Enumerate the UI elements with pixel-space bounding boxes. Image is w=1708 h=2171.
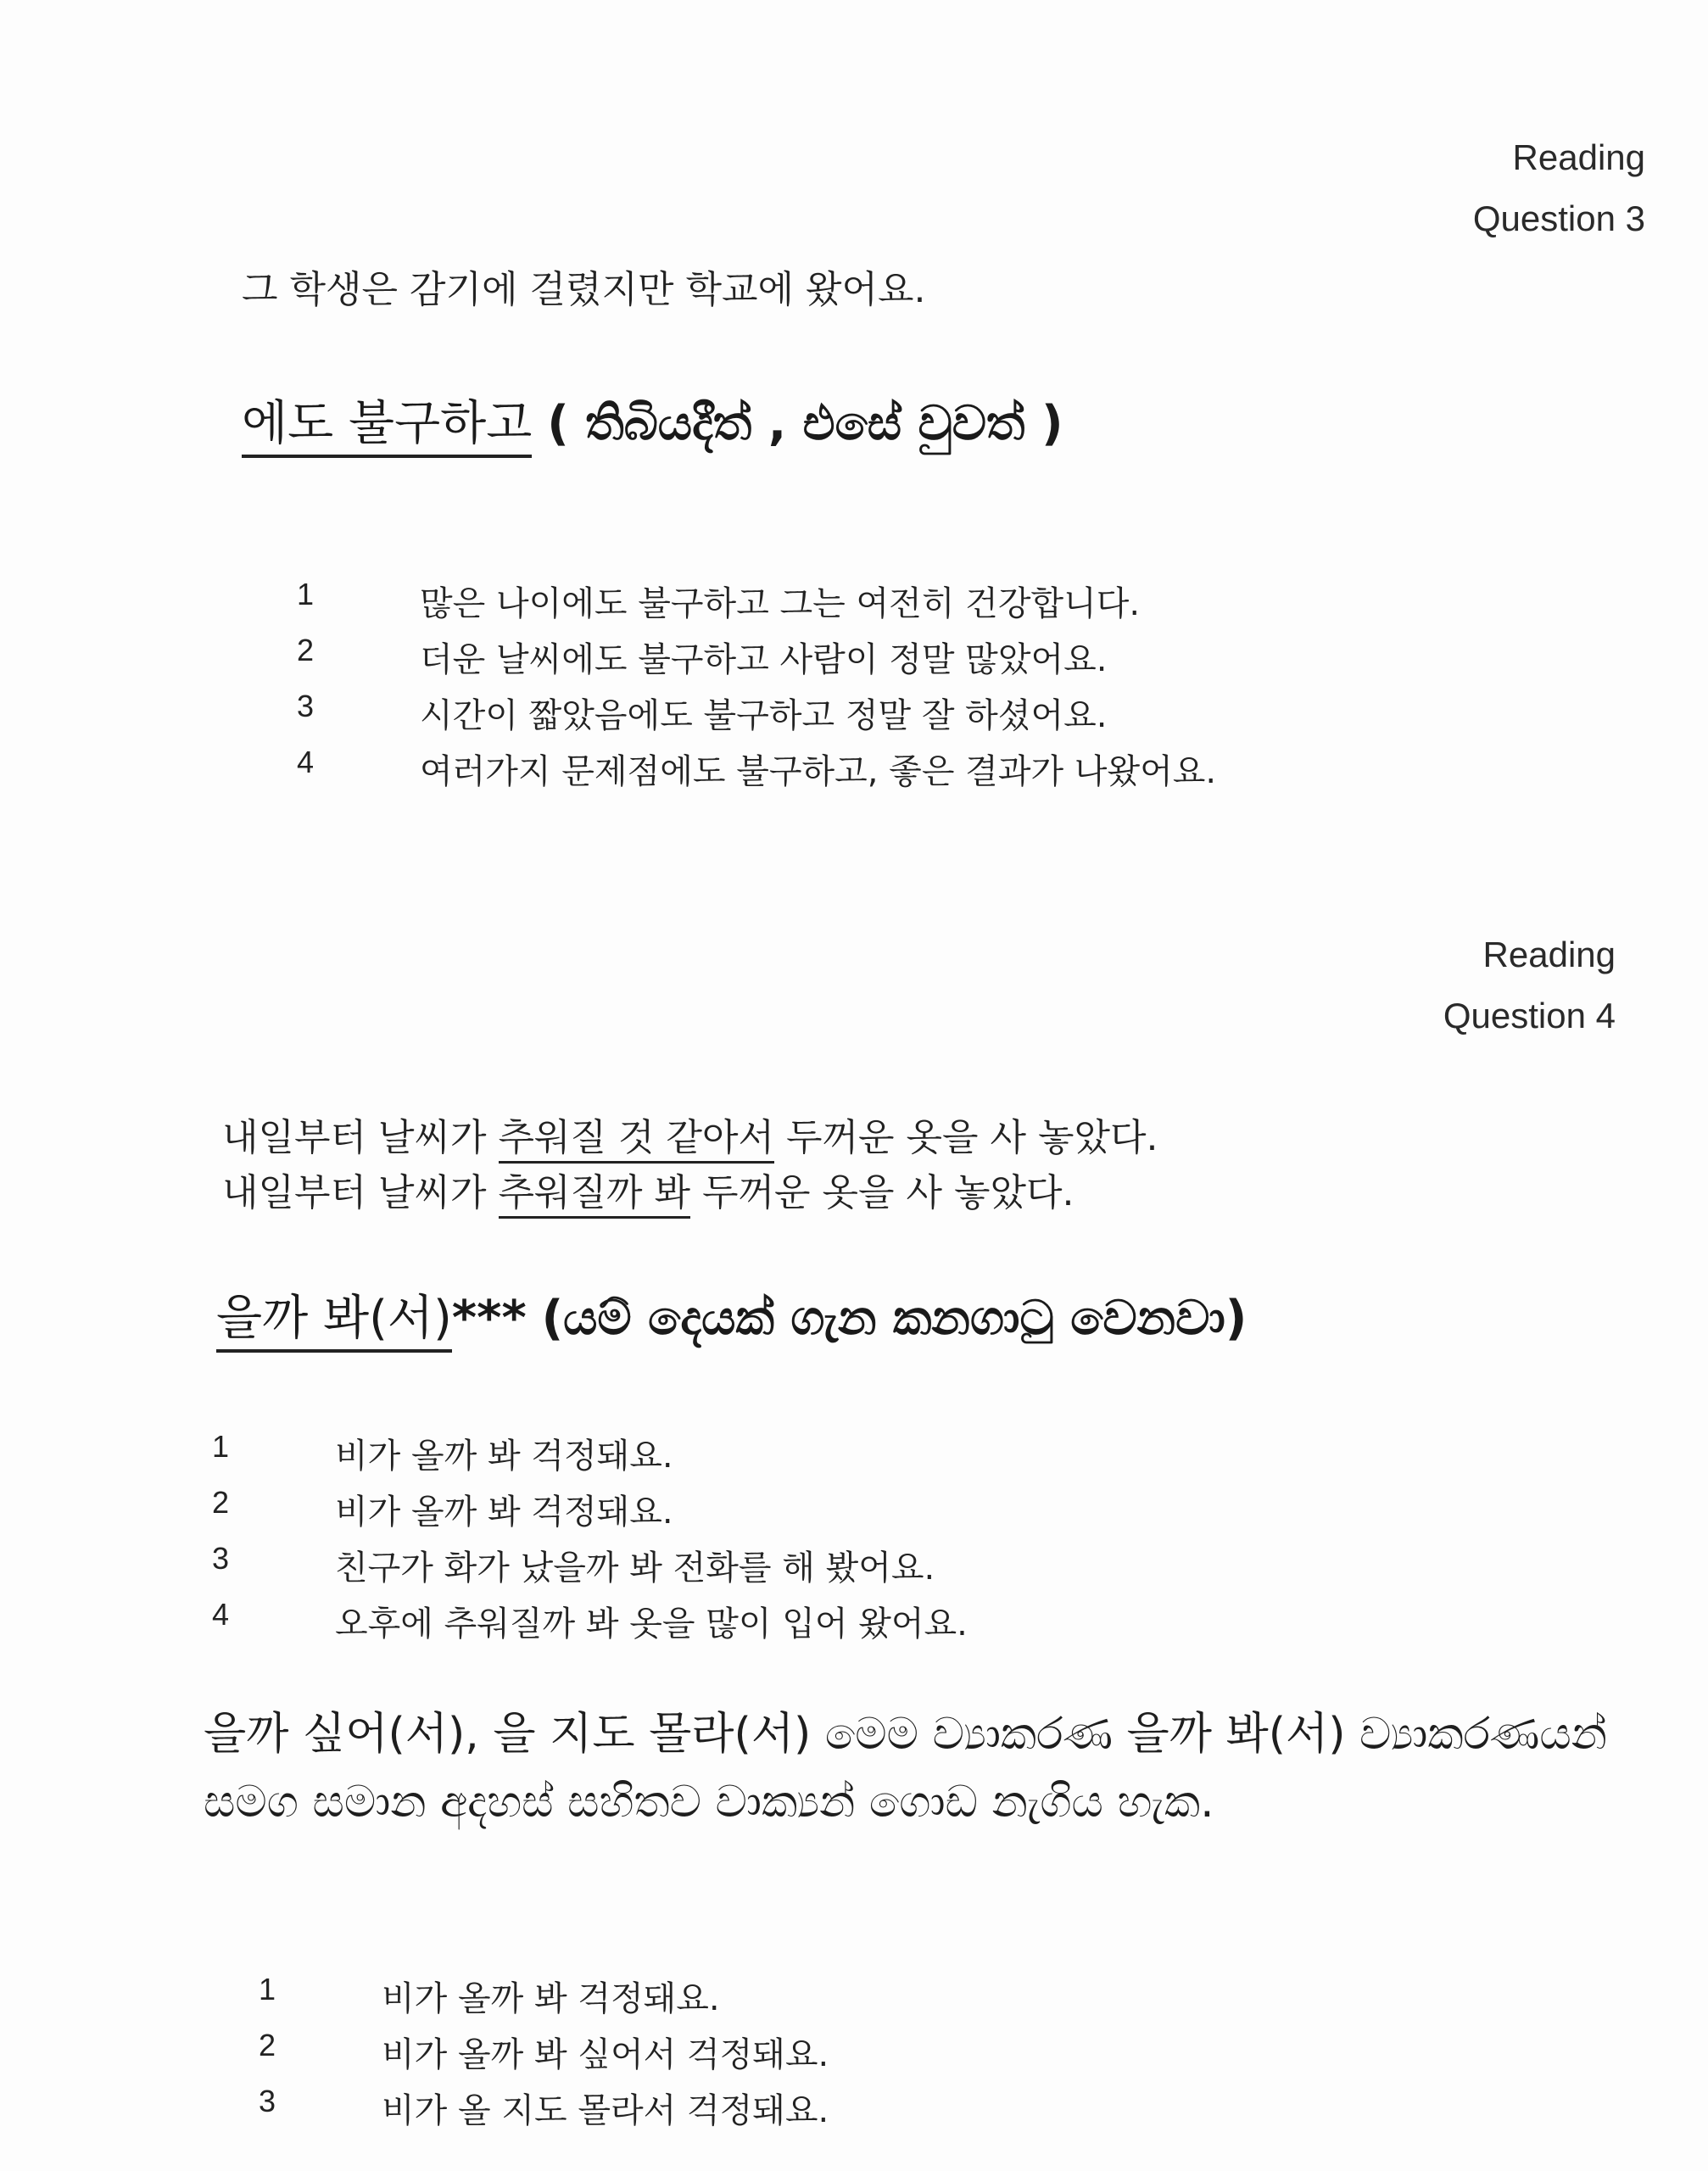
section3-header xyxy=(1391,127,1645,249)
list-item-text: 비가 올까 봐 걱정돼요. xyxy=(335,1437,673,1476)
list-item xyxy=(297,577,1399,633)
list-item xyxy=(212,1541,1314,1597)
section4-example-list xyxy=(212,1429,1314,1653)
section5-example-list xyxy=(259,1972,1361,2140)
list-item-text: 더운 날씨에도 불구하고 사람이 정말 많았어요. xyxy=(420,640,1108,679)
section4-grammar-title xyxy=(216,1281,1247,1348)
section4-header-reading: Reading xyxy=(1482,935,1616,974)
section3-example-list xyxy=(297,577,1399,801)
list-item xyxy=(297,633,1399,689)
list-item xyxy=(297,689,1399,745)
section3-example-sentence: 그 학생은 감기에 걸렸지만 학교에 왔어요. xyxy=(242,268,926,311)
example-2-after: 두꺼운 옷을 사 놓았다. xyxy=(690,1171,1074,1214)
list-item-text: 비가 올 지도 몰라서 걱정돼요. xyxy=(382,2091,829,2130)
example-2-before: 내일부터 날씨가 xyxy=(222,1171,499,1214)
section4-grammar-sinhala: (යම් දෙයක් ගැන කනගාටු වෙනවා) xyxy=(541,1291,1248,1346)
section3-grammar-sinhala: ( තිබියදීත් , එසේ වුවත් ) xyxy=(547,396,1063,451)
list-item-number: 1 xyxy=(297,577,315,611)
list-item-text: 비가 올까 봐 싶어서 걱정돼요. xyxy=(382,2035,829,2074)
example-1-before: 내일부터 날씨가 xyxy=(222,1116,499,1159)
list-item xyxy=(212,1597,1314,1653)
example-1-underlined: 추워질 것 같아서 xyxy=(499,1116,775,1164)
list-item-text: 비가 올까 봐 걱정돼요. xyxy=(382,1979,720,2018)
list-item xyxy=(259,2028,1361,2084)
list-item xyxy=(259,2084,1361,2140)
section4-grammar-korean: 을까 봐(서) xyxy=(216,1291,452,1353)
example-1-after: 두꺼운 옷을 사 놓았다. xyxy=(774,1116,1158,1159)
list-item-text: 많은 나이에도 불구하고 그는 여전히 건강합니다. xyxy=(420,584,1141,623)
list-item-number: 1 xyxy=(259,1972,276,2006)
section4-header-question: Question 4 xyxy=(1443,996,1616,1035)
list-item-number: 4 xyxy=(297,745,315,779)
example-2-underlined: 추워질까 봐 xyxy=(499,1171,691,1219)
list-item-text: 시간이 짧았음에도 불구하고 정말 잘 하셨어요. xyxy=(420,696,1108,735)
list-item-number: 2 xyxy=(297,633,315,667)
section4-example-2 xyxy=(222,1162,1074,1216)
list-item-number: 2 xyxy=(259,2028,276,2062)
list-item-number: 3 xyxy=(259,2084,276,2118)
section3-header-reading: Reading xyxy=(1512,137,1645,177)
list-item-number: 1 xyxy=(212,1429,230,1464)
section5-paragraph: 을까 싶어(서), 을 지도 몰라(서) මෙම ව්‍යාකරණ 을까 봐(서) ව්‍යාකරණයන් සමග සමාන අදහස් සහිතව වාක්‍යන් ගොඩ නැගිය හැක. xyxy=(204,1709,1608,1828)
section4-example-1 xyxy=(222,1107,1158,1161)
section4-grammar-stars: *** xyxy=(451,1291,527,1346)
list-item-number: 4 xyxy=(212,1597,230,1632)
list-item-text: 비가 올까 봐 걱정돼요. xyxy=(335,1493,673,1532)
list-item-text: 오후에 추워질까 봐 옷을 많이 입어 왔어요. xyxy=(335,1605,968,1644)
list-item xyxy=(297,745,1399,801)
list-item xyxy=(212,1429,1314,1485)
list-item-text: 여러가지 문제점에도 불구하고, 좋은 결과가 나왔어요. xyxy=(420,752,1217,791)
section3-grammar-title xyxy=(242,386,1063,454)
section4-header xyxy=(1361,924,1616,1046)
list-item xyxy=(259,1972,1361,2028)
list-item xyxy=(212,1485,1314,1541)
section3-header-question: Question 3 xyxy=(1472,198,1645,238)
list-item-number: 2 xyxy=(212,1485,230,1520)
list-item-text: 친구가 화가 났을까 봐 전화를 해 봤어요. xyxy=(335,1549,935,1588)
list-item-number: 3 xyxy=(297,689,315,723)
section3-grammar-korean: 에도 불구하고 xyxy=(242,396,532,458)
list-item-number: 3 xyxy=(212,1541,230,1576)
